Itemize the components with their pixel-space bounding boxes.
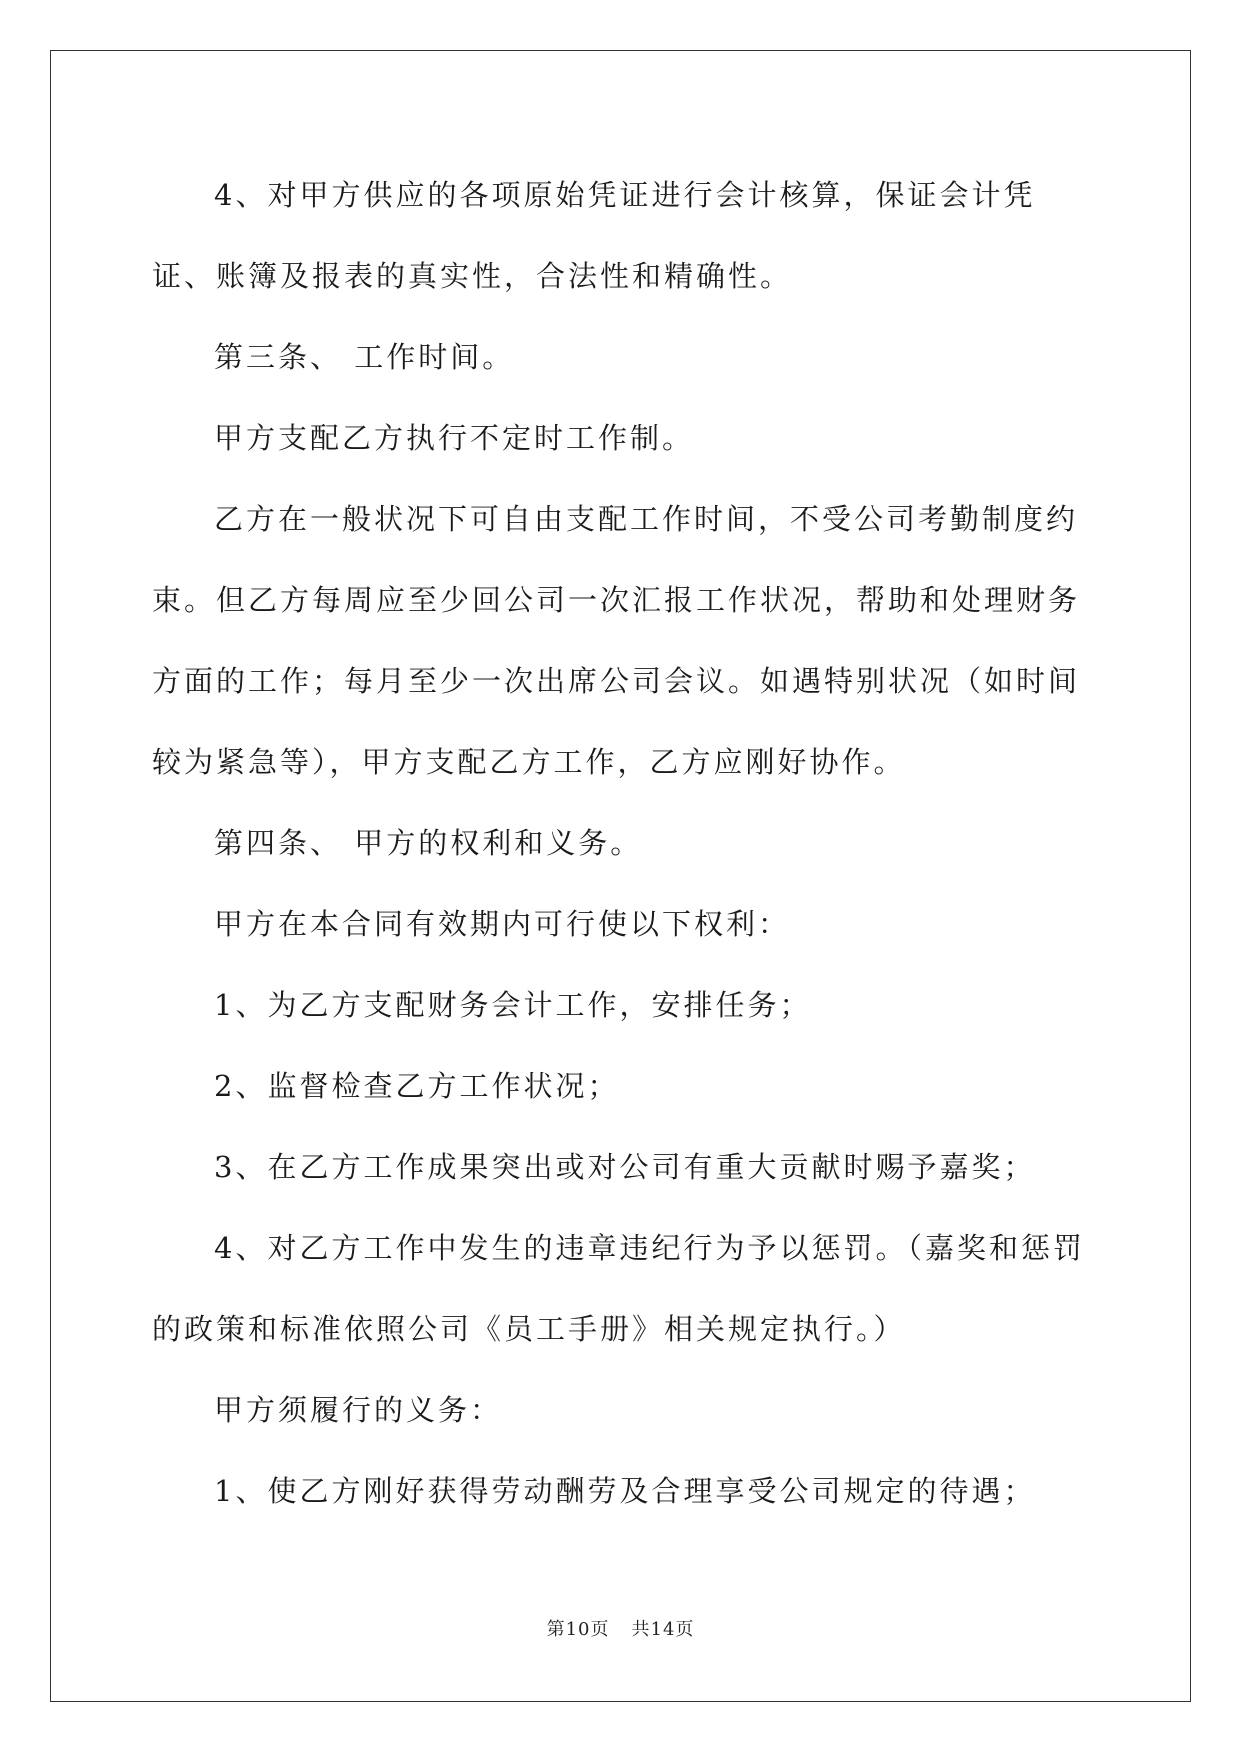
paragraph-7: 1、为乙方支配财务会计工作，安排任务； (214, 988, 812, 1022)
page-number: 第10页 (546, 1619, 610, 1640)
paragraph-3: 甲方支配乙方执行不定时工作制。 (214, 421, 695, 455)
paragraph-5: 第四条、 甲方的权利和义务。 (214, 826, 643, 860)
paragraph-10: 4、对乙方工作中发生的违章违纪行为予以惩罚。（嘉奖和惩罚的政策和标准依照公司《员工手册》相关规定执行。） (152, 1231, 1085, 1346)
paragraph-1: 4、对甲方供应的各项原始凭证进行会计核算，保证会计凭证、账簿及报表的真实性，合法性和精确性。 (152, 178, 1036, 293)
paragraph-8: 2、监督检查乙方工作状况； (214, 1069, 620, 1103)
paragraph-2: 第三条、 工作时间。 (214, 340, 515, 374)
page-total: 共14页 (631, 1619, 695, 1640)
page-footer (0, 1615, 1241, 1641)
paragraph-9: 3、在乙方工作成果突出或对公司有重大贡献时赐予嘉奖； (214, 1150, 1036, 1184)
paragraph-6: 甲方在本合同有效期内可行使以下权利： (214, 907, 791, 941)
paragraph-12: 1、使乙方刚好获得劳动酬劳及合理享受公司规定的待遇； (214, 1474, 1036, 1508)
document-body (152, 155, 1092, 1532)
paragraph-4: 乙方在一般状况下可自由支配工作时间，不受公司考勤制度约束。但乙方每周应至少回公司一次汇报工作状况，帮助和处理财务方面的工作；每月至少一次出席公司会议。如遇特别状况（如时间较为紧急等），甲方支配乙方工作，乙方应刚好协作。 (152, 502, 1081, 779)
paragraph-11: 甲方须履行的义务： (214, 1393, 503, 1427)
